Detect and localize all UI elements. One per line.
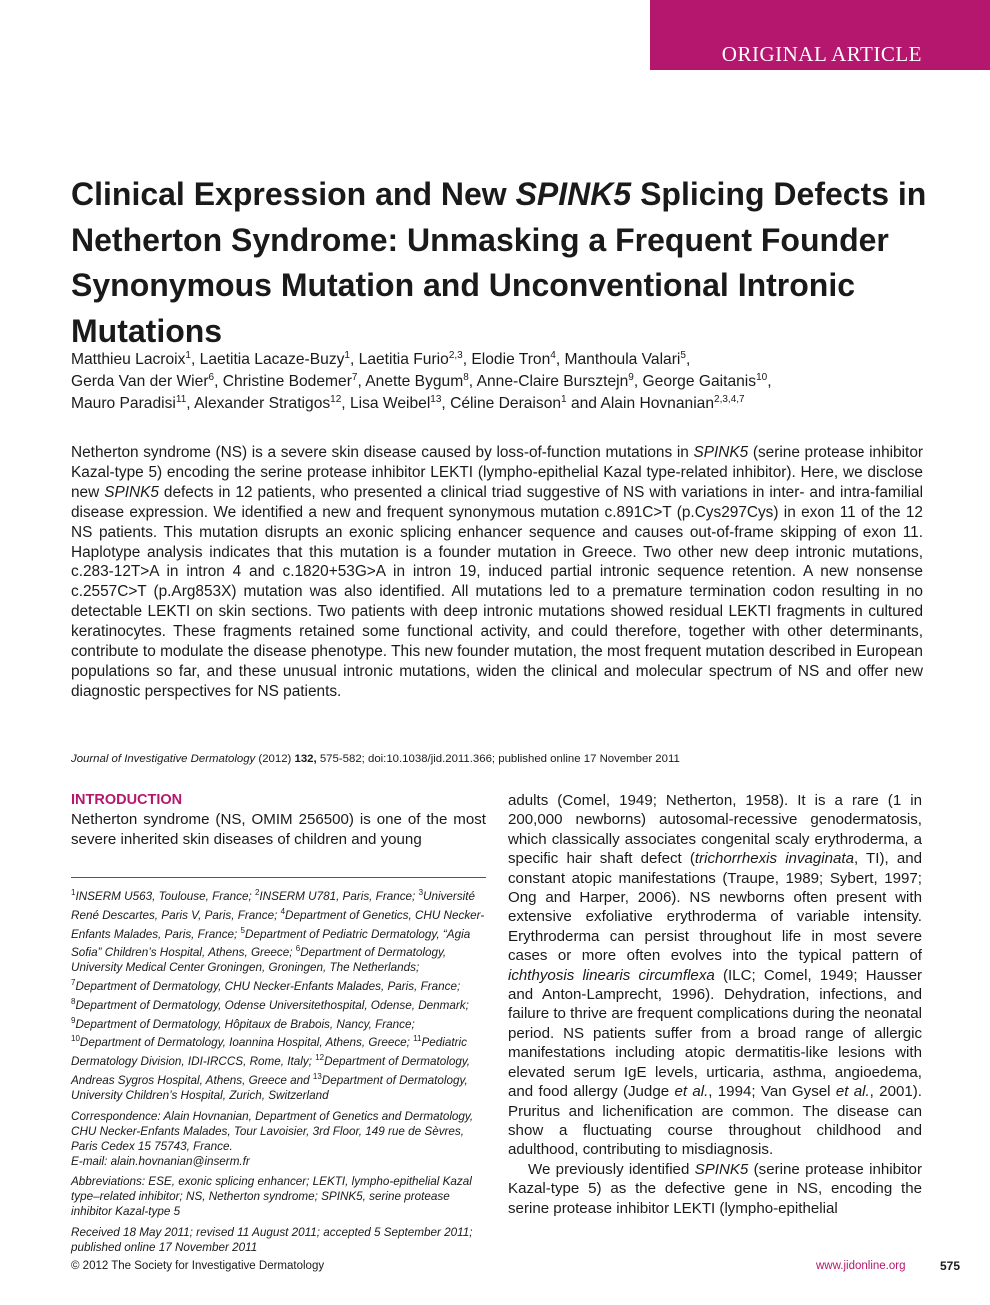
abstract-run: defects in 12 patients, who presented a clinical triad suggestive of NS with variations in inter- and intra-familial disease expression. We identified a new and frequent synonymous mutation c.891C>T (p.Cys297Cys) in exon 11 of the 12 NS patients. This mutation disrupts an exonic splicing enhancer sequence and causes out-of-frame skipping of exon 11. Haplotype analysis indicates that this mutation is a founder mutation in Greece. Two other new deep intronic mutations, c.283-12T>A in intron 4 and c.1820+53G>A in intron 19, induced partial intronic sequence retention. A new nonsense c.2557C>T (p.Arg853X) mutation was also identified. All mutations led to a premature termination codon resulting in no detectable LEKTI on skin sections. Two patients with deep intronic mutations showed residual LEKTI fragments in cultured keratinocytes. These fragments retained some functional activity, and could therefore, together with other determinants, contribute to modulate the disease phenotype. This new founder mutation, the most frequent mutation described in European populations so far, and these unusual intronic mutations, widen the clinical and molecular spectrum of NS and offer new diagnostic perspectives for NS patients. xyxy=(71,483,923,700)
author-affiliation-marker: 1 xyxy=(344,349,350,361)
intro.right_p1-run: adults (Comel, 1949; Netherton, 1958). It is a rare (1 in 200,000 newborns) autosomal-recessive genodermatosis, which classically associates congenital scaly erythroderma, a specific hair shaft defect ( xyxy=(508,792,922,868)
section-label: ORIGINAL ARTICLE xyxy=(721,42,922,66)
author-name: Alain Hovnanian xyxy=(600,395,715,412)
affiliation-text: Department of Dermatology, Andreas Sygros Hospital, Athens, Greece and xyxy=(71,1055,471,1087)
affiliation-marker: 3 xyxy=(418,888,424,897)
footer-copyright: © 2012 The Society for Investigative Dermatology xyxy=(71,1260,325,1272)
author-name: Alexander Stratigos xyxy=(194,395,331,412)
introduction-heading: INTRODUCTION xyxy=(71,792,183,808)
author-separator: , xyxy=(685,351,691,368)
author-name: George Gaitanis xyxy=(642,373,757,390)
author-separator: , xyxy=(186,395,195,412)
intro.right_p2-run: (serine protease inhibitor Kazal-type 5) as the defective gene in NS, encoding the serine protease inhibitor LEKTI (lympho-epithelial xyxy=(508,1160,922,1217)
intro.right_p1-run: ichthyosis linearis circumflexa xyxy=(508,966,715,984)
author-separator: , xyxy=(357,373,366,390)
affiliation-marker: 7 xyxy=(71,978,76,988)
affiliation-marker: 9 xyxy=(71,1015,76,1025)
affiliation-text: Department of Genetics, CHU Necker-Enfants Malades, Paris, France; xyxy=(71,908,485,941)
author-name: Elodie Tron xyxy=(471,351,551,368)
affiliation-marker: 8 xyxy=(71,996,76,1006)
affiliation-text: Université René Descartes, Paris V, Paris, France; xyxy=(71,889,475,922)
affiliation-marker: 10 xyxy=(71,1034,80,1044)
author-separator: , xyxy=(633,373,643,390)
intro.right_p2-run: We previously identified xyxy=(528,1160,695,1178)
author-affiliation-marker: 2,3 xyxy=(448,349,463,361)
affiliation-marker: 13 xyxy=(312,1072,322,1082)
author-name: Mauro Paradisi xyxy=(71,395,176,412)
affiliation-text: Department of Pediatric Dermatology, “Agia Sofia” Children’s Hospital, Athens, Greece; xyxy=(71,927,471,960)
intro.right_p1-run: , 2001). Pruritus and lichenification are common. The disease can show a fluctuating course throughout childhood and adulthood, contributing to misdiagnosis. xyxy=(508,1083,922,1159)
citation-run: Journal of Investigative Dermatology xyxy=(71,753,256,765)
affiliation-text: Department of Dermatology, Hôpitaux de Brabois, Nancy, France; xyxy=(75,1017,415,1031)
affiliation-text: Department of Dermatology, University Children’s Hospital, Zurich, Switzerland xyxy=(71,1073,468,1102)
affiliation-text: Department of Dermatology, CHU Necker-Enfants Malades, Paris, France; xyxy=(75,979,461,993)
affiliation-marker: 6 xyxy=(295,944,301,954)
intro.right_p1-run: , TI), and constant atopic manifestations (Traupe, 1989; Sybert, 1997; Ong and Harper, 2006). NS newborns often present with extensive exfoliative erythroderma of variable intensity. Erythroderma can persist throughout life in most severe cases or more often evolves into the typical pattern of xyxy=(508,850,923,965)
affiliation-marker: 1 xyxy=(71,888,76,897)
article-title xyxy=(71,172,931,354)
footer-url-link[interactable]: www.jidonline.org xyxy=(816,1260,906,1272)
right-column xyxy=(508,791,922,1218)
citation-run: 575-582; doi:10.1038/jid.2011.366; published online 17 November 2011 xyxy=(316,753,680,765)
author-name: Céline Deraison xyxy=(450,395,562,412)
author-affiliation-marker: 11 xyxy=(175,393,187,405)
author-name: Anette Bygum xyxy=(365,373,464,390)
title-part-1: Clinical Expression and New xyxy=(71,176,516,212)
author-name: Manthoula Valari xyxy=(564,351,681,368)
author-separator: , xyxy=(190,351,200,368)
correspondence-email: E-mail: alain.hovnanian@inserm.fr xyxy=(71,1154,250,1168)
author-name: Matthieu Lacroix xyxy=(71,351,186,368)
author-name: Christine Bodemer xyxy=(222,373,352,390)
affiliation-text: Pediatric Dermatology Division, IDI-IRCCS, Rome, Italy; xyxy=(71,1036,467,1069)
title-part-2: Splicing Defects in Netherton Syndrome: Unmasking a Frequent Founder Synonymous Mutation and Unconventional Intronic Mutations xyxy=(71,176,927,349)
affiliation-marker: 4 xyxy=(280,906,286,916)
affiliation-text: INSERM U781, Paris, France; xyxy=(259,889,419,903)
author-separator: , xyxy=(441,395,451,412)
author-name: Lisa Weibel xyxy=(349,395,431,412)
author-affiliation-marker: 4 xyxy=(550,349,556,361)
author-affiliation-marker: 6 xyxy=(208,371,215,383)
author-affiliation-marker: 5 xyxy=(680,349,686,361)
abstract xyxy=(71,443,923,702)
author-affiliation-marker: 7 xyxy=(351,371,358,383)
affiliation-marker: 2 xyxy=(254,888,260,897)
intro.right_p1-run: et al. xyxy=(835,1083,870,1101)
intro.right_p1-run: (ILC; Comel, 1949; Hausser and Anton-Lamprecht, 1996). Dehydration, infections, and failure to thrive are frequent complications during the neonatal period. NS patients suffer from a broad range of allergic manifestations including atopic dermatitis-like lesions with elevated serum IgE levels, urticaria, asthma, angioedema, and food allergy (Judge xyxy=(508,966,922,1101)
author-separator: , xyxy=(767,373,772,390)
correspondence xyxy=(71,1110,486,1170)
affiliation-text: Department of Dermatology, Odense Universitethospital, Odense, Denmark; xyxy=(75,998,469,1012)
abstract-run: Netherton syndrome (NS) is a severe skin disease caused by loss-of-function mutations in xyxy=(71,444,694,461)
abstract-run: SPINK5 xyxy=(693,444,749,461)
author-name: Anne-Claire Bursztejn xyxy=(476,373,629,390)
author-separator: , xyxy=(214,373,223,390)
intro.right_p1-run: et al. xyxy=(674,1083,709,1101)
citation-line xyxy=(71,751,931,767)
section-banner xyxy=(650,0,990,70)
author-name: Laetitia Furio xyxy=(358,351,449,368)
intro-paragraph-2 xyxy=(508,1160,922,1218)
author-name: Laetitia Lacaze-Buzy xyxy=(199,351,345,368)
affiliation-text: Department of Dermatology, University Medical Center Groningen, Groningen, The Netherlands; xyxy=(71,946,447,975)
author-name: Gerda Van der Wier xyxy=(71,373,209,390)
intro-paragraph-1 xyxy=(508,791,922,1160)
page-number: 575 xyxy=(940,1259,961,1273)
abbreviations: Abbreviations: ESE, exonic splicing enhancer; LEKTI, lympho-epithelial Kazal type–related inhibitor; NS, Netherton syndrome; SPINK5, serine protease inhibitor Kazal-type 5 xyxy=(71,1175,472,1219)
author-separator: , xyxy=(462,351,472,368)
affiliations xyxy=(71,886,486,1104)
affiliation-text: INSERM U563, Toulouse, France; xyxy=(75,889,255,903)
intro-left-text: Netherton syndrome (NS, OMIM 256500) is one of the most severe inherited skin diseases of children and young xyxy=(71,811,486,848)
affiliation-marker: 11 xyxy=(413,1034,422,1044)
intro.right_p1-run: , 1994; Van Gysel xyxy=(708,1083,836,1101)
citation-run: 132, xyxy=(294,753,317,765)
author-affiliation-marker: 1 xyxy=(561,393,567,405)
author-affiliation-marker: 9 xyxy=(628,371,634,383)
author-affiliation-marker: 12 xyxy=(330,393,342,405)
author-affiliation-marker: 2,3,4,7 xyxy=(714,393,745,405)
author-affiliation-marker: 13 xyxy=(430,393,442,405)
affiliation-marker: 5 xyxy=(240,925,245,935)
author-separator: , xyxy=(468,373,477,390)
left-column xyxy=(71,791,486,849)
author-separator: , xyxy=(349,351,359,368)
intro.right_p2-run: SPINK5 xyxy=(694,1160,749,1178)
author-separator: , xyxy=(555,351,565,368)
author-affiliation-marker: 1 xyxy=(185,349,191,361)
affiliation-marker: 12 xyxy=(315,1053,325,1063)
affiliation-text: Department of Dermatology, Ioannina Hospital, Athens, Greece; xyxy=(79,1036,414,1050)
title-gene: SPINK5 xyxy=(515,176,632,212)
author-affiliation-marker: 10 xyxy=(756,371,768,383)
received-dates: Received 18 May 2011; revised 11 August 2011; accepted 5 September 2011; published online 17 November 2011 xyxy=(71,1226,473,1255)
citation-run: (2012) xyxy=(255,753,295,765)
author-affiliation-marker: 8 xyxy=(463,371,469,383)
intro.right_p1-run: trichorrhexis invaginata xyxy=(694,850,855,868)
author-list xyxy=(71,349,931,415)
abstract-run: SPINK5 xyxy=(104,483,159,501)
author-separator: and xyxy=(566,395,601,412)
correspondence-text: Correspondence: Alain Hovnanian, Department of Genetics and Dermatology, CHU Necker-Enfants Malades, Tour Lavoisier, 3rd Floor, 149 rue de Sèvres, Paris Cedex 15 75743, France. xyxy=(71,1109,474,1153)
abstract-run: (serine protease inhibitor Kazal-type 5) encoding the serine protease inhibitor LEKTI (lympho-epithelial Kazal type-related inhibitor). Here, we disclose new xyxy=(71,444,923,501)
footnotes xyxy=(71,877,486,1262)
author-separator: , xyxy=(341,395,350,412)
